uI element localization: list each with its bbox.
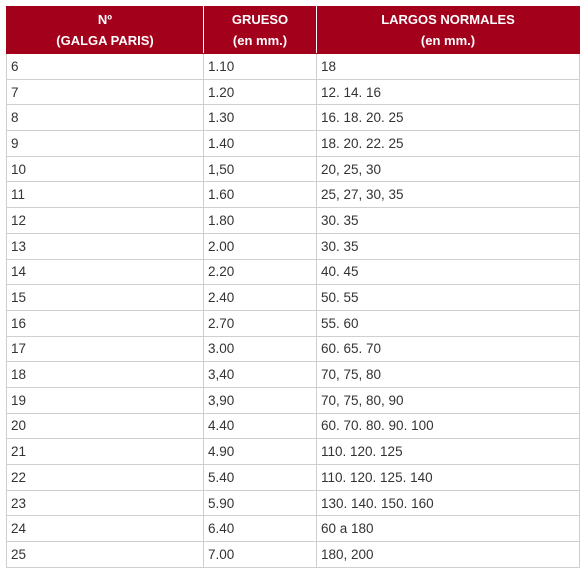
table-row [7,516,580,542]
header-largos [317,7,580,54]
cell-numero: 12 [7,208,204,234]
cell-grueso: 6.40 [204,516,317,542]
table-row [7,131,580,157]
table-row [7,542,580,568]
table-row [7,54,580,80]
cell-numero: 16 [7,310,204,336]
table-row [7,413,580,439]
cell-numero: 11 [7,182,204,208]
cell-numero: 14 [7,259,204,285]
header-numero-line1: Nº [97,12,113,27]
cell-numero: 9 [7,131,204,157]
table-row [7,233,580,259]
galga-table [6,6,580,568]
cell-largos: 180, 200 [317,542,580,568]
table-row [7,105,580,131]
cell-numero: 22 [7,465,204,491]
table-body [7,54,580,568]
cell-numero: 18 [7,362,204,388]
table-row [7,490,580,516]
header-largos-line1: LARGOS NORMALES [381,12,515,27]
table-row [7,208,580,234]
cell-grueso: 3.00 [204,336,317,362]
cell-largos: 30. 35 [317,233,580,259]
cell-grueso: 3,90 [204,387,317,413]
galga-table-container [6,6,579,568]
table-row [7,439,580,465]
cell-numero: 8 [7,105,204,131]
cell-largos: 55. 60 [317,310,580,336]
cell-numero: 23 [7,490,204,516]
cell-numero: 24 [7,516,204,542]
cell-grueso: 1.20 [204,79,317,105]
cell-numero: 10 [7,156,204,182]
table-row [7,310,580,336]
cell-numero: 19 [7,387,204,413]
table-row [7,79,580,105]
header-largos-line2: (en mm.) [420,33,476,48]
header-numero [7,7,204,54]
cell-numero: 21 [7,439,204,465]
cell-largos: 12. 14. 16 [317,79,580,105]
cell-grueso: 1.40 [204,131,317,157]
cell-largos: 40. 45 [317,259,580,285]
cell-largos: 16. 18. 20. 25 [317,105,580,131]
table-row [7,387,580,413]
header-grueso-line2: (en mm.) [232,33,288,48]
cell-largos: 70, 75, 80 [317,362,580,388]
header-grueso [204,7,317,54]
table-row [7,285,580,311]
cell-numero: 25 [7,542,204,568]
cell-largos: 130. 140. 150. 160 [317,490,580,516]
table-header [7,7,580,54]
cell-numero: 15 [7,285,204,311]
table-row [7,362,580,388]
cell-largos: 70, 75, 80, 90 [317,387,580,413]
cell-largos: 18 [317,54,580,80]
cell-grueso: 7.00 [204,542,317,568]
cell-grueso: 2.40 [204,285,317,311]
cell-largos: 20, 25, 30 [317,156,580,182]
cell-numero: 7 [7,79,204,105]
cell-grueso: 2.70 [204,310,317,336]
cell-grueso: 1.10 [204,54,317,80]
cell-numero: 17 [7,336,204,362]
table-row [7,465,580,491]
cell-numero: 6 [7,54,204,80]
header-row [7,7,580,54]
cell-largos: 110. 120. 125 [317,439,580,465]
cell-largos: 60. 70. 80. 90. 100 [317,413,580,439]
cell-largos: 18. 20. 22. 25 [317,131,580,157]
header-grueso-line1: GRUESO [231,12,289,27]
cell-grueso: 1.80 [204,208,317,234]
cell-largos: 60 a 180 [317,516,580,542]
cell-grueso: 5.40 [204,465,317,491]
cell-numero: 13 [7,233,204,259]
cell-grueso: 2.00 [204,233,317,259]
cell-grueso: 4.90 [204,439,317,465]
table-row [7,259,580,285]
table-row [7,156,580,182]
cell-grueso: 5.90 [204,490,317,516]
cell-grueso: 4.40 [204,413,317,439]
cell-numero: 20 [7,413,204,439]
table-row [7,182,580,208]
cell-largos: 30. 35 [317,208,580,234]
cell-grueso: 1.60 [204,182,317,208]
cell-largos: 50. 55 [317,285,580,311]
cell-grueso: 1.30 [204,105,317,131]
cell-largos: 60. 65. 70 [317,336,580,362]
table-row [7,336,580,362]
header-numero-line2: (GALGA PARIS) [56,33,154,48]
cell-largos: 110. 120. 125. 140 [317,465,580,491]
cell-grueso: 2.20 [204,259,317,285]
cell-grueso: 3,40 [204,362,317,388]
cell-largos: 25, 27, 30, 35 [317,182,580,208]
cell-grueso: 1,50 [204,156,317,182]
